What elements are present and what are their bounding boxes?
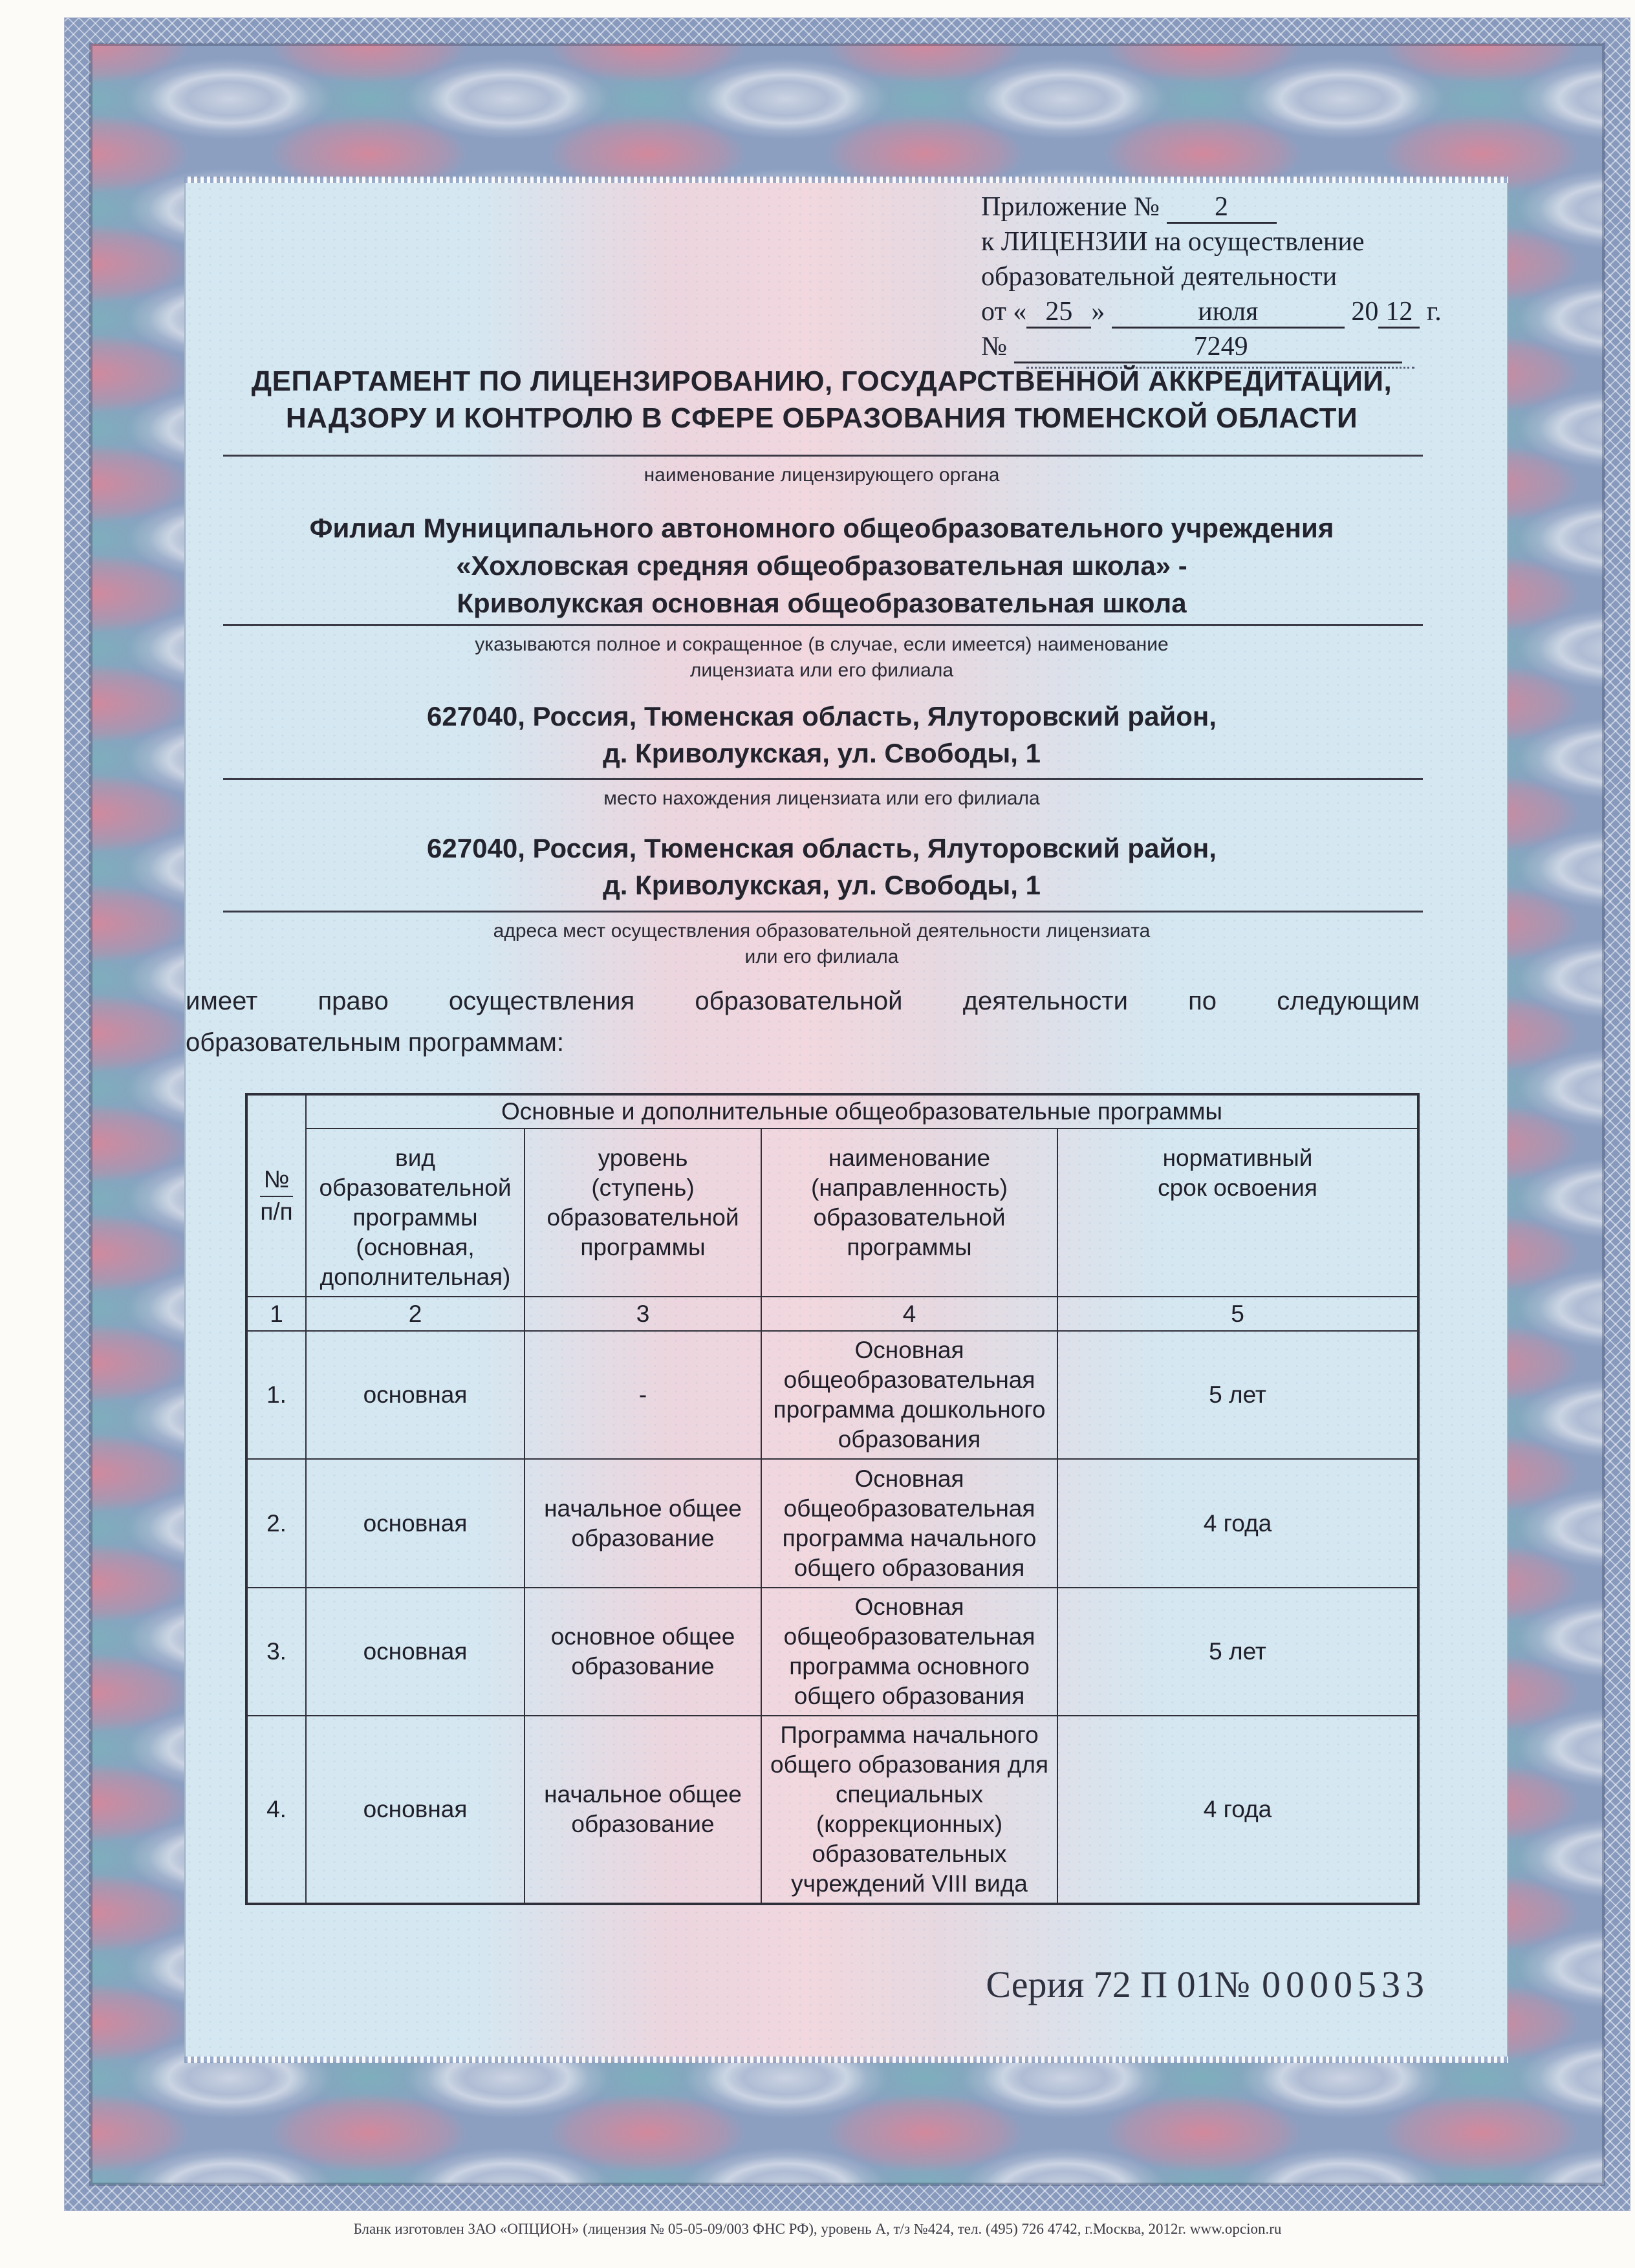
table-row — [246, 1459, 1418, 1588]
appendix-label: Приложение № — [981, 192, 1160, 222]
serial-no-sign: № — [1214, 1963, 1250, 2005]
program-name: Программа начального общего образования для специальных (коррекционных) образовательных учреждений VIII вида — [761, 1716, 1057, 1904]
appendix-line-2: к ЛИЦЕНЗИИ на осуществление — [981, 227, 1365, 257]
document-body — [184, 177, 1508, 2063]
authority-title-line-1: ДЕПАРТАМЕНТ ПО ЛИЦЕНЗИРОВАНИЮ, ГОСУДАРСТВЕННОЙ АККРЕДИТАЦИИ, — [251, 365, 1392, 397]
table-row — [246, 1588, 1418, 1716]
program-level: начальное общее образование — [525, 1459, 761, 1588]
col-header-kind: вид образовательной программы (основная, дополнительная) — [306, 1129, 525, 1297]
program-term: 4 года — [1057, 1459, 1418, 1588]
npp-top: № — [260, 1165, 294, 1197]
edu-address-caption — [184, 918, 1508, 970]
authority-underline — [223, 455, 1423, 457]
program-name: Основная общеобразовательная программа дошкольного образования — [761, 1331, 1057, 1459]
license-no-value: 7249 — [1014, 332, 1402, 363]
location-caption: место нахождения лицензиата или его филиала — [603, 788, 1040, 809]
edu-address-caption-line-1: адреса мест осуществления образовательной деятельности лицензиата — [493, 920, 1151, 942]
date-day: 25 — [1026, 297, 1091, 329]
program-term: 4 года — [1057, 1716, 1418, 1904]
row-index: 2. — [246, 1459, 306, 1588]
serial-number: 0000533 — [1262, 1963, 1429, 2005]
date-month: июля — [1112, 297, 1345, 329]
appendix-date-line — [981, 294, 1473, 329]
organization-caption-line-2: лицензиата или его филиала — [689, 660, 954, 681]
numbering-cell: 1 — [246, 1297, 306, 1331]
program-kind: основная — [306, 1716, 525, 1904]
program-level: основное общее образование — [525, 1588, 761, 1716]
authority-title-line-2: НАДЗОРУ И КОНТРОЛЮ В СФЕРЕ ОБРАЗОВАНИЯ ТЮМЕНСКОЙ ОБЛАСТИ — [285, 402, 1358, 434]
col-header-npp — [246, 1094, 306, 1297]
security-border-ornament-band — [91, 44, 1604, 2185]
appendix-block — [981, 189, 1473, 369]
programs-table-wrap — [245, 1093, 1417, 1905]
col-header-level: уровень (ступень) образовательной программы — [525, 1129, 761, 1297]
rights-statement-line-2: образовательным программам: — [186, 1028, 565, 1057]
program-name: Основная общеобразовательная программа начального общего образования — [761, 1459, 1057, 1588]
col-header-name: наименование (направленность) образовательной программы — [761, 1129, 1057, 1297]
programs-table — [245, 1093, 1420, 1905]
edu-address-line-2: д. Криволукская, ул. Свободы, 1 — [603, 870, 1041, 900]
appendix-line-1 — [981, 189, 1473, 224]
numbering-cell: 4 — [761, 1297, 1057, 1331]
date-suffix: г. — [1426, 297, 1442, 327]
row-index: 3. — [246, 1588, 306, 1716]
table-numbering-row — [246, 1297, 1418, 1331]
edu-address-line-1: 627040, Россия, Тюменская область, Ялуторовский район, — [427, 833, 1217, 863]
program-kind: основная — [306, 1588, 525, 1716]
appendix-line-3: образовательной деятельности — [981, 262, 1337, 292]
npp-bottom: п/п — [260, 1198, 293, 1225]
edu-address-caption-line-2: или его филиала — [744, 946, 899, 967]
security-border-outer — [65, 18, 1630, 2210]
form-serial — [986, 1963, 1429, 2006]
location-underline — [223, 778, 1423, 780]
col-header-term: нормативный срок освоения — [1057, 1129, 1418, 1297]
date-year: 12 — [1378, 297, 1420, 329]
date-prefix: от « — [981, 297, 1027, 327]
row-index: 1. — [246, 1331, 306, 1459]
printer-imprint: Бланк изготовлен ЗАО «ОПЦИОН» (лицензия № 05-05-09/003 ФНС РФ), уровень А, т/з №424, тел. (495) 726 4742, г.Москва, 2012г. www.opcion.ru — [353, 2221, 1282, 2237]
rights-statement-line-1: имеет право осуществления образовательной деятельности по следующим — [186, 987, 1420, 1015]
program-name: Основная общеобразовательная программа основного общего образования — [761, 1588, 1057, 1716]
organization-line-2: «Хохловская средняя общеобразовательная школа» - — [456, 550, 1187, 581]
table-group-header-row — [246, 1094, 1418, 1129]
numbering-cell: 3 — [525, 1297, 761, 1331]
organization-caption — [184, 632, 1508, 684]
program-level: начальное общее образование — [525, 1716, 761, 1904]
program-level: - — [525, 1331, 761, 1459]
rights-statement — [186, 980, 1420, 1063]
table-header-row — [246, 1129, 1418, 1297]
location-line-1: 627040, Россия, Тюменская область, Ялуторовский район, — [427, 701, 1217, 731]
organization-name — [184, 510, 1508, 622]
program-kind: основная — [306, 1459, 525, 1588]
date-century: 20 — [1351, 297, 1379, 327]
edu-address-underline — [223, 911, 1423, 913]
table-row — [246, 1331, 1418, 1459]
program-term: 5 лет — [1057, 1588, 1418, 1716]
location-address — [184, 698, 1508, 772]
program-term: 5 лет — [1057, 1331, 1418, 1459]
numbering-cell: 2 — [306, 1297, 525, 1331]
organization-caption-line-1: указываются полное и сокращенное (в случае, если имеется) наименование — [475, 634, 1169, 655]
program-kind: основная — [306, 1331, 525, 1459]
authority-caption: наименование лицензирующего органа — [644, 464, 1000, 486]
date-close-quote: » — [1091, 297, 1105, 327]
organization-line-1: Филиал Муниципального автономного общеобразовательного учреждения — [309, 513, 1334, 543]
authority-title — [184, 363, 1508, 437]
appendix-number: 2 — [1167, 192, 1277, 224]
group-header-cell: Основные и дополнительные общеобразовательные программы — [306, 1094, 1418, 1129]
location-line-2: д. Криволукская, ул. Свободы, 1 — [603, 738, 1041, 768]
row-index: 4. — [246, 1716, 306, 1904]
serial-series: 72 П 01 — [1093, 1963, 1215, 2005]
table-row — [246, 1716, 1418, 1904]
serial-label: Серия — [986, 1963, 1085, 2005]
license-no-label: № — [981, 332, 1008, 362]
edu-address — [184, 830, 1508, 903]
numbering-cell: 5 — [1057, 1297, 1418, 1331]
organization-line-3: Криволукская основная общеобразовательная школа — [457, 588, 1187, 618]
organization-underline — [223, 624, 1423, 626]
